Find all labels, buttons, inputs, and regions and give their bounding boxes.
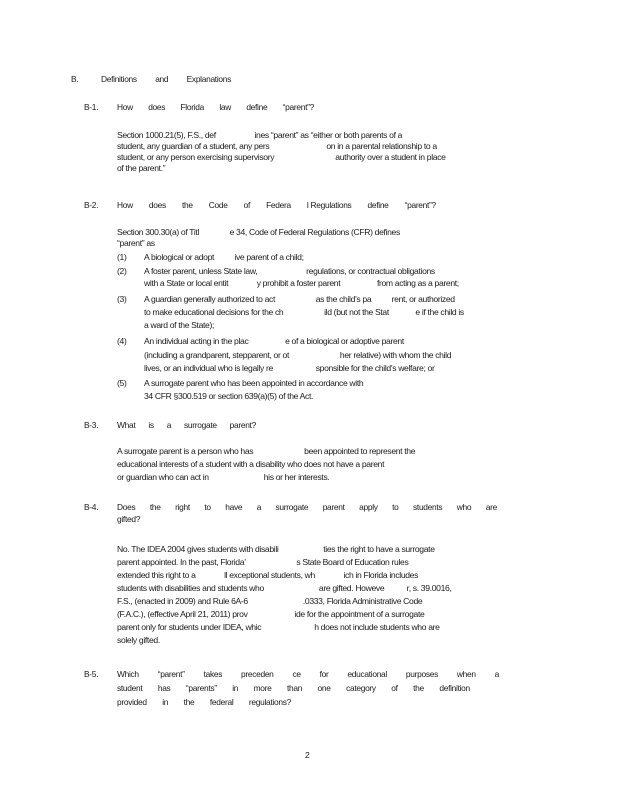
list-item-line: A surrogate parent who has been appointed in accordance with (144, 378, 364, 388)
q-word: surrogate (184, 420, 217, 430)
section-letter: B. (71, 74, 79, 84)
answer-b1-line: student, any guardian of a student, any pers on in a parental relationship to a (117, 141, 437, 151)
title-word: and (155, 74, 169, 84)
answer-b1-line: Section 1000.21(5), F.S., def ines “parent” as “either or both parents of a (117, 130, 403, 140)
answer-b4-line: parent appointed. In the past, Florida’ s State Board of Education rules (117, 557, 409, 567)
title-word: Definitions (101, 74, 137, 84)
q-word: provided (117, 697, 147, 707)
q-word: does (148, 102, 166, 112)
q-word: Which (117, 669, 139, 679)
list-item-line: with a State or local entit y prohibit a foster parent from acting as a parent; (144, 278, 459, 288)
q-word: regulations? (248, 697, 291, 707)
q-word: students (413, 502, 443, 512)
q-word: is (148, 420, 154, 430)
q-word: are (485, 502, 497, 512)
list-number: (5) (117, 378, 127, 388)
question-b1 (117, 102, 314, 113)
q-word: “parents” (185, 683, 217, 693)
q-word: in (162, 697, 169, 707)
answer-b2-intro: “parent” as (117, 238, 155, 248)
q-word: a (166, 420, 172, 430)
question-b3 (117, 420, 256, 431)
q-word: “parent”? (404, 200, 436, 210)
q-word: Code (208, 200, 228, 210)
list-item-line: A guardian generally authorized to act as the child’s pa rent, or authorized (144, 294, 455, 304)
title-word: Explanations (186, 74, 231, 84)
question-b5-line1 (117, 669, 499, 680)
q-word: “parent” (157, 669, 185, 679)
list-item-line: A biological or adopt ive parent of a child; (144, 252, 304, 262)
q-word: definition (439, 683, 470, 693)
q-word: parent? (229, 420, 256, 430)
q-word: educational (347, 669, 387, 679)
list-item-line: A foster parent, unless State law, regulations, or contractual obligations (144, 266, 435, 276)
q-word: preceden (241, 669, 274, 679)
q-word: Florida (180, 102, 204, 112)
q-word: does (148, 200, 166, 210)
question-number-b2: B-2. (84, 200, 99, 210)
q-word: more (253, 683, 272, 693)
q-word: to (392, 502, 399, 512)
answer-b4-line: (F.A.C.), (effective April 21, 2011) prov ide for the appointment of a surrogate (117, 609, 425, 619)
answer-b1-line: of the parent.” (117, 163, 166, 173)
question-b5-line2 (117, 683, 470, 694)
q-word: category (346, 683, 376, 693)
answer-b4-line: extended this right to a ll exceptional students, wh ich in Florida includes (117, 570, 419, 580)
list-item-line: lives, or an individual who is legally re sponsible for the child’s welfare; or (144, 363, 435, 373)
q-word: apply (359, 502, 378, 512)
list-number: (3) (117, 294, 127, 304)
page-number: 2 (305, 750, 310, 760)
q-word: a (494, 669, 499, 679)
answer-b4-line: F.S., (enacted in 2009) and Rule 6A-6 .0333, Florida Administrative Code (117, 596, 423, 606)
q-word: define (367, 200, 389, 210)
q-word: “parent”? (282, 102, 314, 112)
q-word: than (286, 683, 303, 693)
q-word: right (175, 502, 190, 512)
q-word: define (246, 102, 268, 112)
list-item-line: An individual acting in the plac e of a biological or adoptive parent (144, 336, 404, 346)
answer-b4-line: parent only for students under IDEA, whic h does not include students who are (117, 622, 440, 632)
question-number-b3: B-3. (84, 420, 99, 430)
question-b5-line3 (117, 697, 291, 708)
q-word: takes (203, 669, 223, 679)
list-item-line: a ward of the State); (144, 320, 215, 330)
list-item-line: to make educational decisions for the ch ild (but not the Stat e if the child is (144, 307, 464, 317)
q-word: has (157, 683, 171, 693)
q-word: How (117, 200, 133, 210)
answer-b2-intro: Section 300.30(a) of Titl e 34, Code of Federal Regulations (CFR) defines (117, 227, 400, 237)
q-word: student (117, 683, 143, 693)
q-word: the (181, 200, 193, 210)
q-word: of (243, 200, 251, 210)
q-word: who (456, 502, 472, 512)
question-number-b1: B-1. (84, 102, 99, 112)
q-word: Federa (266, 200, 291, 210)
q-word: the (413, 683, 424, 693)
answer-b4-line: students with disabilities and students who are gifted. Howeve r, s. 39.0016, (117, 583, 452, 593)
q-word: to (204, 502, 211, 512)
q-word: law (219, 102, 231, 112)
answer-b3-line: or guardian who can act in his or her interests. (117, 472, 330, 482)
q-word: the (183, 697, 195, 707)
list-number: (2) (117, 266, 127, 276)
list-number: (4) (117, 336, 127, 346)
q-word: How (117, 102, 133, 112)
answer-b1-line: student, or any person exercising supervisory authority over a student in place (117, 152, 446, 162)
q-word: federal (209, 697, 234, 707)
q-word: a (256, 502, 262, 512)
list-item-line: 34 CFR §300.519 or section 639(a)(5) of the Act. (144, 391, 314, 401)
question-b2 (117, 200, 436, 211)
list-number: (1) (117, 252, 127, 262)
q-word: purposes (405, 669, 438, 679)
answer-b3-line: educational interests of a student with a disability who does not have a parent (117, 459, 385, 469)
q-word: have (225, 502, 243, 512)
q-word: one (317, 683, 331, 693)
question-b4-line1 (117, 502, 497, 513)
q-word: surrogate (275, 502, 309, 512)
q-word: ce (292, 669, 301, 679)
question-number-b5: B-5. (84, 669, 99, 679)
q-word: for (319, 669, 329, 679)
q-word: the (149, 502, 161, 512)
q-word: when (456, 669, 476, 679)
q-word: of (391, 683, 398, 693)
q-word: parent (322, 502, 345, 512)
q-word: l Regulations (306, 200, 352, 210)
section-title (101, 74, 231, 85)
question-number-b4: B-4. (84, 502, 99, 512)
question-b4-line2: gifted? (117, 514, 141, 524)
q-word: What (117, 420, 136, 430)
q-word: Does (117, 502, 136, 512)
q-word: in (232, 683, 239, 693)
answer-b4-line: solely gifted. (117, 635, 160, 645)
list-item-line: (including a grandparent, stepparent, or ot her relative) with whom the child (144, 350, 452, 360)
answer-b4-line: No. The IDEA 2004 gives students with disabili ties the right to have a surrogate (117, 544, 435, 554)
answer-b3-line: A surrogate parent is a person who has been appointed to represent the (117, 446, 416, 456)
